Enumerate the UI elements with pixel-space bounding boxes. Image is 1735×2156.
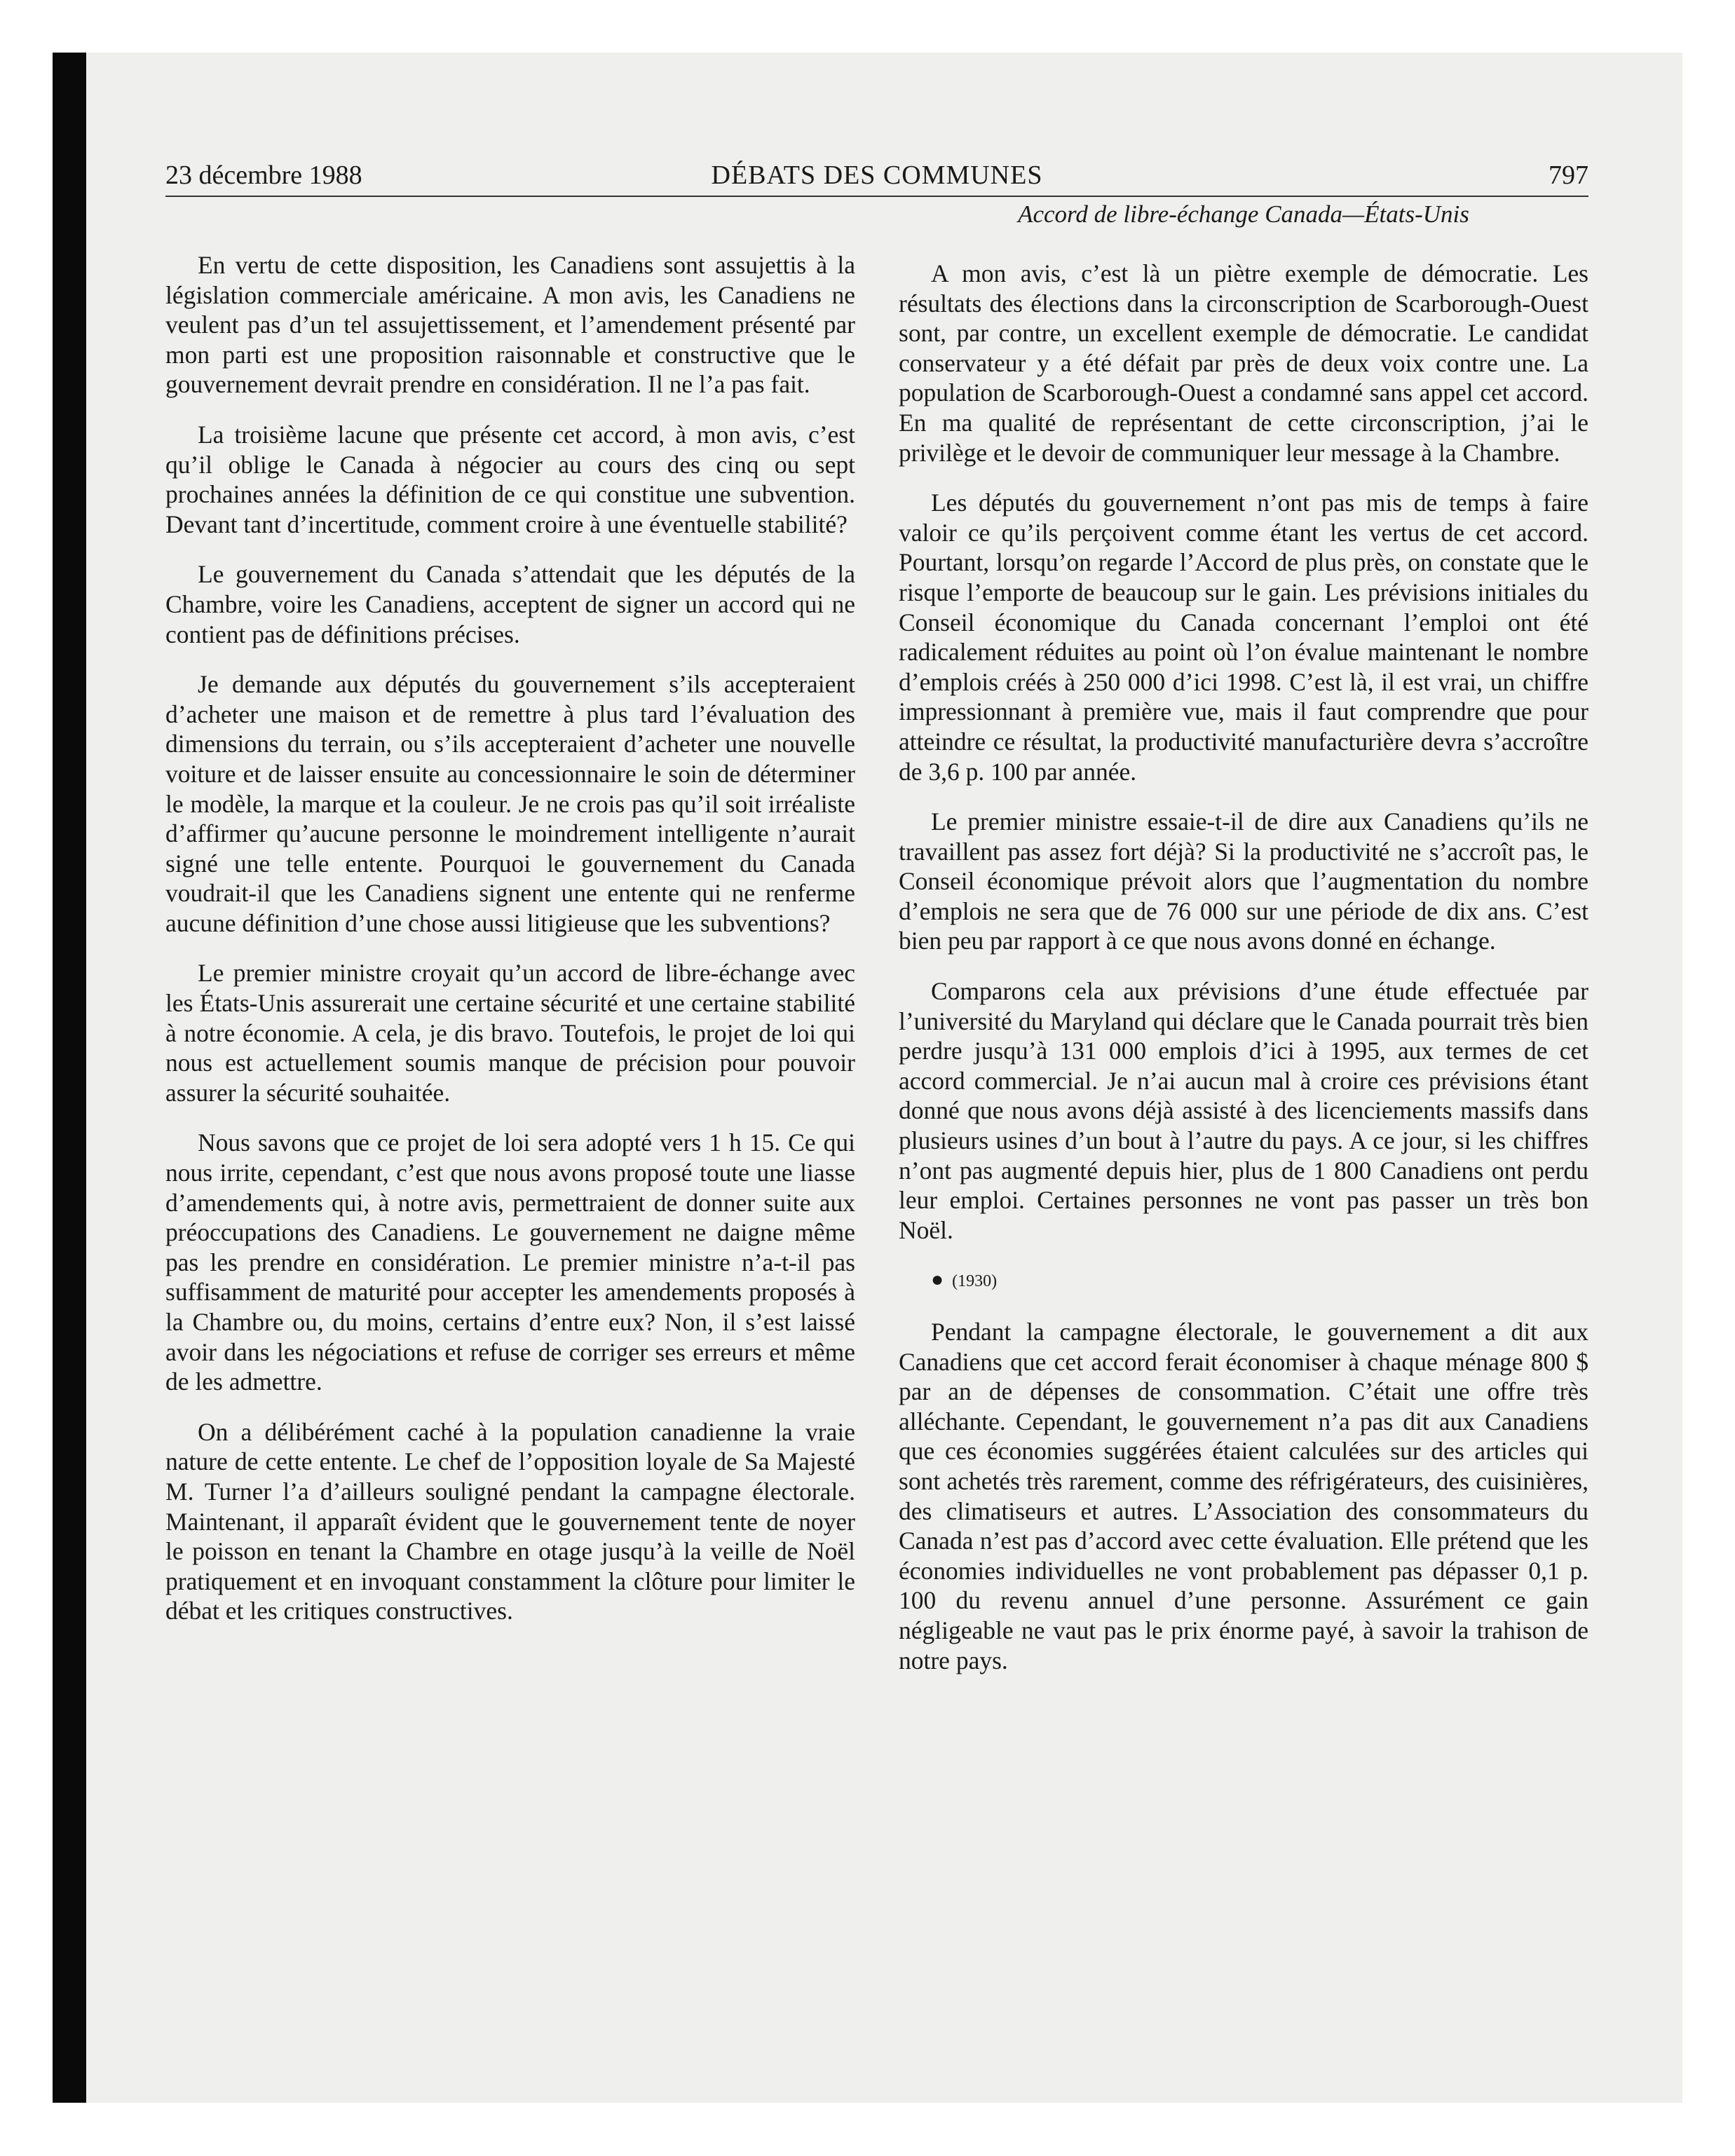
- page-number: 797: [1549, 161, 1588, 190]
- header-rule: [165, 196, 1588, 197]
- right-column: [899, 259, 1588, 1696]
- paragraph: Comparons cela aux prévisions d’une étude effectuée par l’université du Maryland qui déclare que le Canada pourrait très bien perdre jusqu’à 131 000 emplois d’ici à 1995, aux termes de cet accord commercial. Je n’ai aucun mal à croire ces prévisions étant donné que nous avons déjà assisté à des licenciements massifs dans plusieurs usines d’un bout à l’autre du pays. A ce jour, si les chiffres n’ont pas augmenté depuis hier, plus de 1 800 Canadiens ont perdu leur emploi. Certaines personnes ne vont pas passer un très bon Noël.: [899, 977, 1588, 1244]
- paragraph: Nous savons que ce projet de loi sera adopté vers 1 h 15. Ce qui nous irrite, cependant, c’est que nous avons proposé toute une liasse d’amendements qui, à notre avis, permettraient de donner suite aux préoccupations des Canadiens. Le gouvernement ne daigne même pas les prendre en considération. Le premier ministre n’a-t-il pas suffisamment de maturité pour accepter les amendements proposés à la Chambre ou, du moins, certains d’entre eux? Non, il s’est laissé avoir dans les négociations et refuse de corriger ses erreurs et même de les admettre.: [165, 1128, 855, 1396]
- paragraph: Le premier ministre essaie-t-il de dire aux Canadiens qu’ils ne travaillent pas assez fort déjà? Si la productivité ne s’accroît pas, le Conseil économique prévoit alors que l’augmentation du nombre d’emplois ne sera que de 76 000 sur une période de dix ans. C’est bien peu par rapport à ce que nous avons donné en échange.: [899, 807, 1588, 955]
- header-title: DÉBATS DES COMMUNES: [711, 161, 1043, 190]
- time-marker-text: (1930): [952, 1272, 998, 1291]
- paragraph: Le premier ministre croyait qu’un accord de libre-échange avec les États-Unis assurerait une certaine sécurité et une certaine stabilité à notre économie. A cela, je dis bravo. Toutefois, le projet de loi qui nous est actuellement soumis manque de précision pour pouvoir assurer la sécurité souhaitée.: [165, 959, 855, 1107]
- left-column: [165, 250, 855, 1646]
- header-date: 23 décembre 1988: [165, 161, 362, 190]
- paragraph: Les députés du gouvernement n’ont pas mis de temps à faire valoir ce qu’ils perçoivent comme étant les vertus de cet accord. Pourtant, lorsqu’on regarde l’Accord de plus près, on constate que le risque l’emporte de beaucoup sur le gain. Les prévisions initiales du Conseil économique du Canada concernant l’emploi ont été radicalement réduites au point où l’on évalue maintenant le nombre d’emplois créés à 250 000 d’ici 1998. C’est là, il est vrai, un chiffre impressionnant à première vue, mais il faut comprendre que pour atteindre ce résultat, la productivité manufacturière devra s’accroître de 3,6 p. 100 par année.: [899, 489, 1588, 786]
- paragraph: En vertu de cette disposition, les Canadiens sont assujettis à la législation commerciale américaine. A mon avis, les Canadiens ne veulent pas d’un tel assujettissement, et l’amendement présenté par mon parti est une proposition raisonnable et constructive que le gouvernement devrait prendre en considération. Il ne l’a pas fait.: [165, 251, 855, 399]
- time-marker: [899, 1265, 1588, 1297]
- paragraph: A mon avis, c’est là un piètre exemple de démocratie. Les résultats des élections dans la circonscription de Scarborough-Ouest sont, par contre, un excellent exemple de démocratie. Le candidat conservateur y a été défait par près de deux voix contre une. La population de Scarborough-Ouest a condamné sans appel cet accord. En ma qualité de représentant de cette circonscription, j’ai le privilège et le devoir de communiquer leur message à la Chambre.: [899, 259, 1588, 467]
- paragraph: On a délibérément caché à la population canadienne la vraie nature de cette entente. Le chef de l’opposition loyale de Sa Majesté M. Turner l’a d’ailleurs souligné pendant la campagne électorale. Maintenant, il apparaît évident que le gouvernement tente de noyer le poisson en tenant la Chambre en otage jusqu’à la veille de Noël pratiquement et en invoquant constamment la clôture pour limiter le débat et les critiques constructives.: [165, 1417, 855, 1625]
- page-header: [165, 160, 1588, 196]
- paragraph: Le gouvernement du Canada s’attendait que les députés de la Chambre, voire les Canadiens, acceptent de signer un accord qui ne contient pas de définitions précises.: [165, 560, 855, 648]
- bullet-icon: ●: [931, 1268, 944, 1292]
- paragraph: Pendant la campagne électorale, le gouvernement a dit aux Canadiens que cet accord ferait économiser à chaque ménage 800 $ par an de dépenses de consommation. C’était une offre très alléchante. Cependant, le gouvernement n’a pas dit aux Canadiens que ces économies suggérées étaient calculées sur des articles qui sont achetés très rarement, comme des réfrigérateurs, des cuisinières, des climatiseurs et autres. L’Association des consommateurs du Canada n’est pas d’accord avec cette évaluation. Elle prétend que les économies individuelles ne vont probablement pas dépasser 0,1 p. 100 du revenu annuel d’une personne. Assurément ce gain négligeable ne vaut pas le prix énorme payé, à savoir la trahison de notre pays.: [899, 1318, 1588, 1674]
- paragraph: Je demande aux députés du gouvernement s’ils accepteraient d’acheter une maison et de remettre à plus tard l’évaluation des dimensions du terrain, ou s’ils accepteraient d’acheter une nouvelle voiture et de laisser ensuite au concessionnaire le soin de déterminer le modèle, la marque et la couleur. Je ne crois pas qu’il soit irréaliste d’affirmer qu’aucune personne le moindrement intelligente n’aurait signé une telle entente. Pourquoi le gouvernement du Canada voudrait-il que les Canadiens signent une entente qui ne renferme aucune définition d’une chose aussi litigieuse que les subventions?: [165, 670, 855, 937]
- scan-edge-bar: [53, 53, 86, 2103]
- paragraph: La troisième lacune que présente cet accord, à mon avis, c’est qu’il oblige le Canada à négocier au cours des cinq ou sept prochaines années la définition de ce qui constitue une subvention. Devant tant d’incertitude, comment croire à une éventuelle stabilité?: [165, 420, 855, 538]
- running-head: Accord de libre-échange Canada—États-Unis: [1018, 200, 1469, 228]
